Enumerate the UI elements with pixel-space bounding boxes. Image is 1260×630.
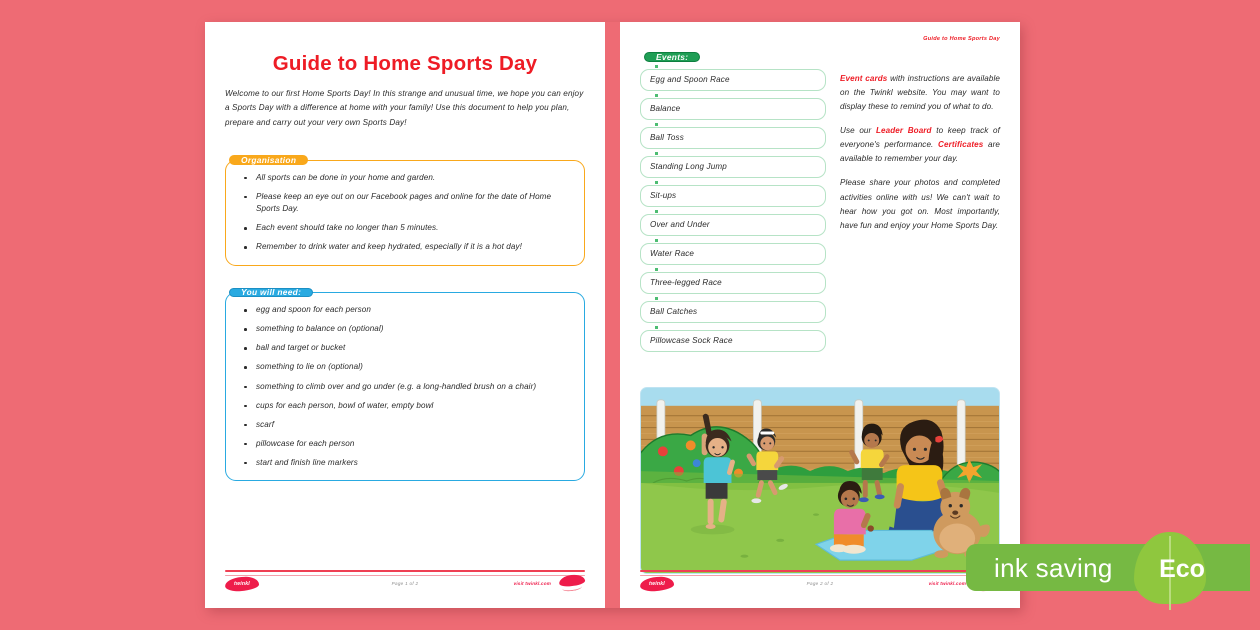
logo-wordmark: twinkl — [649, 581, 665, 587]
list-item: pillowcase for each person — [242, 438, 570, 451]
event-item[interactable]: Pillowcase Sock Race — [640, 330, 826, 352]
footer-rule-thin — [225, 575, 585, 576]
organisation-list — [242, 172, 570, 254]
running-header: Guide to Home Sports Day — [923, 36, 1000, 42]
logo-wordmark: twinkl — [234, 581, 250, 587]
list-item: something to balance on (optional) — [242, 323, 570, 336]
highlight-leader-board: Leader Board — [875, 126, 932, 136]
ink-saving-eco-badge — [966, 533, 1260, 603]
site-url[interactable]: visit twinkl.com — [513, 581, 551, 586]
page-left — [205, 22, 605, 608]
footer-rule-thin — [640, 575, 1000, 576]
illustration-svg — [641, 388, 999, 573]
footer-right — [640, 570, 1000, 596]
list-item: Remember to drink water and keep hydrated, especially if it is a hot day! — [242, 241, 570, 254]
footer-rule — [640, 570, 1000, 572]
leader-board-text: to keep track of everyone's performance. — [840, 126, 1001, 150]
event-item[interactable]: Standing Long Jump — [640, 156, 826, 178]
organisation-heading: Organisation — [229, 155, 308, 165]
organisation-section — [225, 155, 585, 266]
you-will-need-section — [225, 288, 585, 481]
paragraph-event-cards-text: with instructions are available on the Twinkl website. You may want to display these to remind you of what to do. — [840, 74, 1000, 112]
paragraph-leader-board — [840, 124, 1000, 166]
list-item: Please keep an eye out on our Facebook pages and online for the date of Home Sports Day. — [242, 191, 570, 216]
page-title: Guide to Home Sports Day — [272, 52, 538, 75]
events-list — [640, 69, 826, 352]
intro-paragraph: Welcome to our first Home Sports Day! In this strange and unusual time, we hope you can enjoy a Sports Day with a difference at home with your family! Use this document to help you plan, prepare and carry out your very own Sports Day! — [225, 89, 584, 127]
lips-icon — [559, 575, 585, 593]
leader-board-lead: Use our — [840, 126, 876, 136]
list-item: start and finish line markers — [242, 457, 570, 470]
page-right — [620, 22, 1020, 608]
illustration-sports-day — [640, 387, 1000, 574]
footer-left — [225, 570, 585, 596]
list-item: ball and target or bucket — [242, 342, 570, 355]
site-url[interactable]: visit twinkl.com — [928, 581, 966, 586]
paragraph-share-photos: Please share your photos and completed activities online with us! We can't wait to hear how you got on. Most importantly, have fun and enjoy your Home Sports Day. — [840, 178, 1000, 230]
event-item[interactable]: Over and Under — [640, 214, 826, 236]
list-item: egg and spoon for each person — [242, 304, 570, 317]
highlight-event-cards: Event cards — [840, 74, 888, 83]
certificates-text: are available to remember your day. — [840, 140, 1000, 164]
eco-bar-label: ink saving — [994, 553, 1113, 583]
event-item[interactable]: Water Race — [640, 243, 826, 265]
page-number: Page 2 of 2 — [806, 581, 834, 586]
list-item: Each event should take no longer than 5 minutes. — [242, 222, 570, 235]
paragraph-event-cards — [840, 72, 1000, 114]
you-will-need-heading: You will need: — [229, 288, 313, 298]
list-item: something to lie on (optional) — [242, 361, 570, 374]
organisation-panel — [225, 160, 585, 266]
page-number: Page 1 of 2 — [391, 581, 419, 586]
highlight-certificates: Certificates — [938, 140, 984, 150]
list-item: cups for each person, bowl of water, empty bowl — [242, 400, 570, 413]
you-will-need-list — [242, 304, 570, 469]
eco-leaf-label: Eco — [1159, 555, 1205, 583]
document-spread — [205, 22, 1020, 608]
footer-rule — [225, 570, 585, 572]
list-item: something to climb over and go under (e.g. a long-handled brush on a chair) — [242, 381, 570, 394]
event-item[interactable]: Sit-ups — [640, 185, 826, 207]
event-item[interactable]: Ball Catches — [640, 301, 826, 323]
list-item: scarf — [242, 419, 570, 432]
you-will-need-panel — [225, 292, 585, 481]
list-item: All sports can be done in your home and garden. — [242, 172, 570, 185]
event-item[interactable]: Ball Toss — [640, 127, 826, 149]
event-item[interactable]: Three-legged Race — [640, 272, 826, 294]
event-item[interactable]: Egg and Spoon Race — [640, 69, 826, 91]
event-item[interactable]: Balance — [640, 98, 826, 120]
page-gutter — [605, 22, 620, 608]
events-heading: Events: — [644, 52, 700, 62]
right-text-column — [840, 52, 1000, 352]
events-section — [640, 52, 826, 352]
